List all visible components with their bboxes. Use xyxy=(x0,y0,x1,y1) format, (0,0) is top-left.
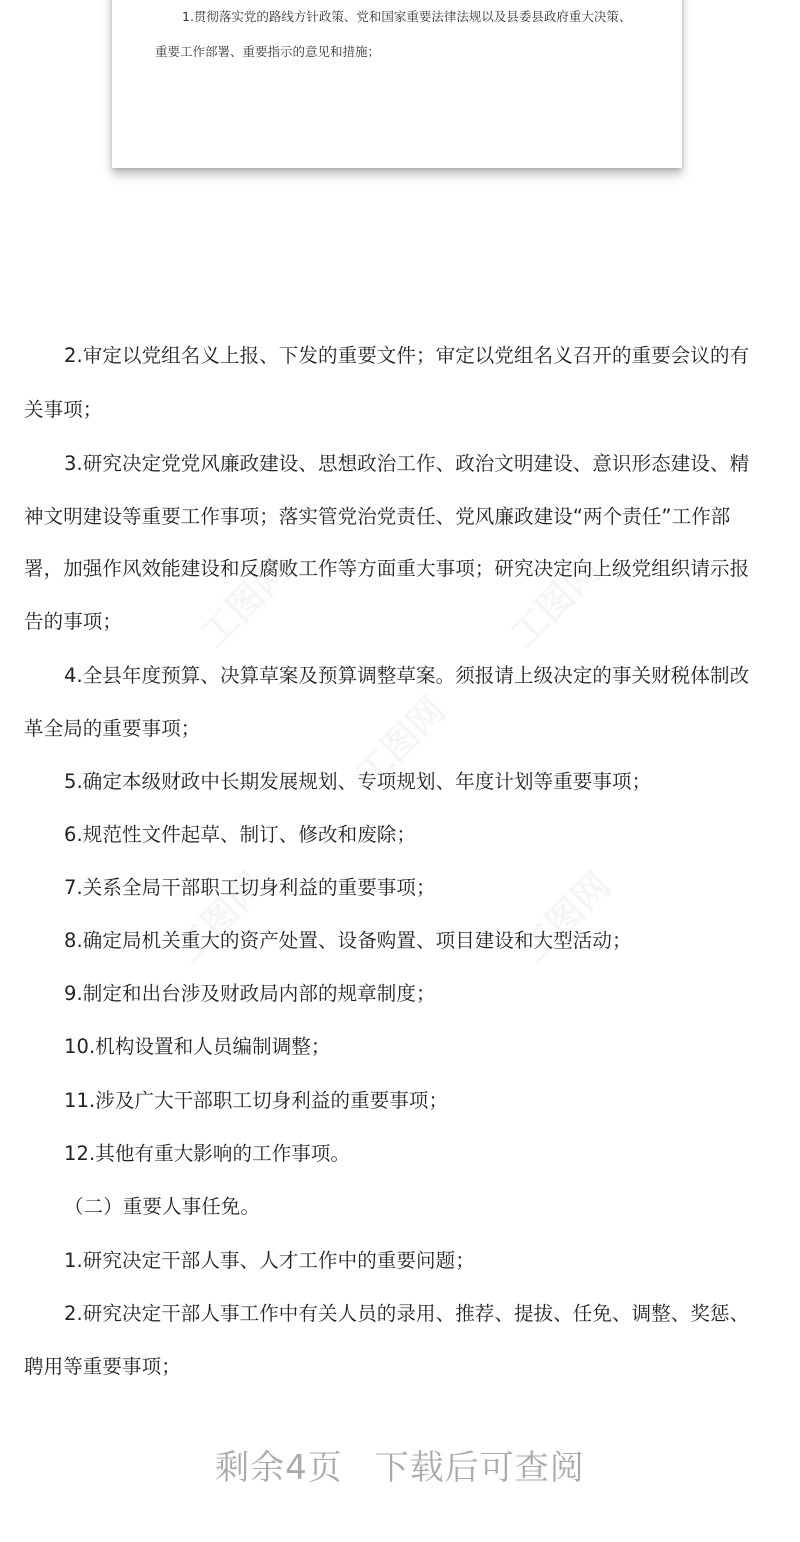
paragraph-line: 11.涉及广大干部职工切身利益的重要事项； xyxy=(64,1089,449,1112)
preview-line-2: 重要工作部署、重要指示的意见和措施； xyxy=(155,44,381,59)
paragraph-line: 神文明建设等重要工作事项；落实管党治党责任、党风廉政建设“两个责任”工作部 xyxy=(24,505,731,528)
download-to-view-label: 下载后可查阅 xyxy=(374,1448,585,1488)
remaining-pages-banner[interactable] xyxy=(0,1440,800,1489)
watermark: 工图网 xyxy=(348,689,454,796)
paragraph-line: 6.规范性文件起草、制订、修改和废除； xyxy=(64,823,417,846)
paragraph-line: 革全局的重要事项； xyxy=(24,717,201,740)
paragraph-line: 1.研究决定干部人事、人才工作中的重要问题； xyxy=(64,1249,475,1272)
paragraph-line: 3.研究决定党党风廉政建设、思想政治工作、政治文明建设、意识形态建设、精 xyxy=(64,452,750,475)
paragraph-line: 7.关系全局干部职工切身利益的重要事项； xyxy=(64,876,436,899)
paragraph-line: 2.研究决定干部人事工作中有关人员的录用、推荐、提拔、任免、调整、奖惩、 xyxy=(64,1302,750,1325)
preview-line-1: 1.贯彻落实党的路线方针政策、党和国家重要法律法规以及县委县政府重大决策、 xyxy=(182,9,632,24)
paragraph-line: 9.制定和出台涉及财政局内部的规章制度； xyxy=(64,982,436,1005)
section-heading: （二）重要人事任免。 xyxy=(64,1195,261,1218)
paragraph-line: 告的事项； xyxy=(24,610,123,633)
paragraph-line: 5.确定本级财政中长期发展规划、专项规划、年度计划等重要事项； xyxy=(64,770,652,793)
remaining-pages-label: 剩余4页 xyxy=(215,1448,343,1488)
paragraph-line: 聘用等重要事项； xyxy=(24,1355,181,1378)
paragraph-line: 10.机构设置和人员编制调整； xyxy=(64,1035,331,1058)
watermark: 工图网 xyxy=(193,549,299,656)
preview-page-card xyxy=(112,0,682,168)
paragraph-line: 4.全县年度预算、决算草案及预算调整草案。须报请上级决定的事关财税体制改 xyxy=(64,664,750,687)
paragraph-line: 12.其他有重大影响的工作事项。 xyxy=(64,1142,351,1165)
watermark: 工图网 xyxy=(513,864,619,971)
paragraph-line: 署，加强作风效能建设和反腐败工作等方面重大事项；研究决定向上级党组织请示报 xyxy=(24,557,750,580)
paragraph-line: 关事项； xyxy=(24,398,103,421)
paragraph-line: 2.审定以党组名义上报、下发的重要文件；审定以党组名义召开的重要会议的有 xyxy=(64,344,750,367)
watermark: 工图网 xyxy=(503,549,609,656)
watermark: 工图网 xyxy=(168,864,274,971)
paragraph-line: 8.确定局机关重大的资产处置、设备购置、项目建设和大型活动； xyxy=(64,929,632,952)
